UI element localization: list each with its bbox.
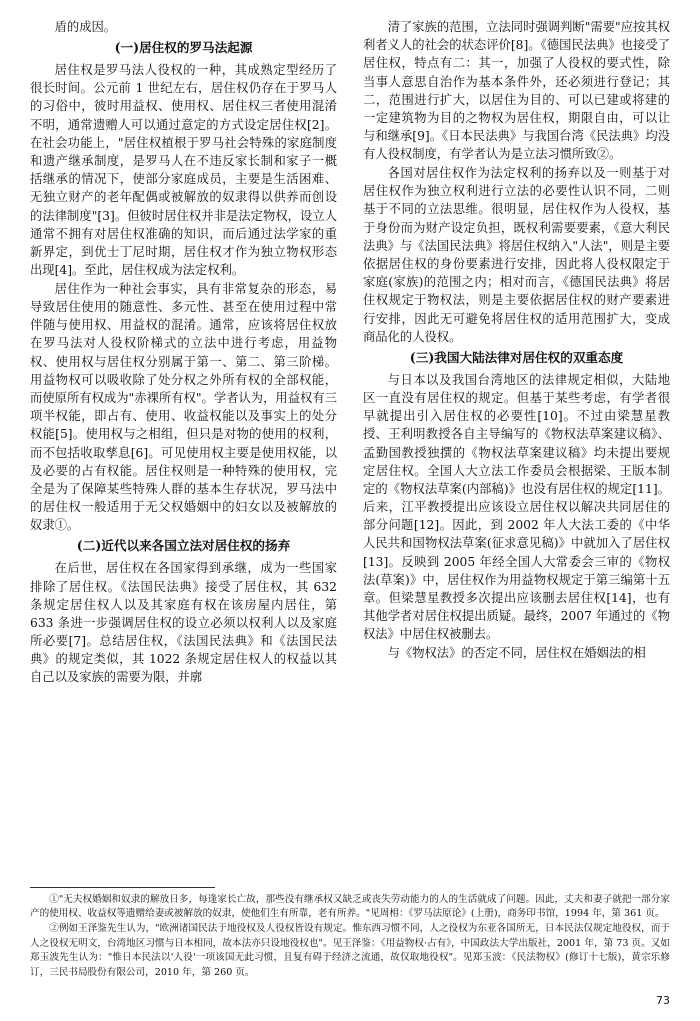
paragraph: 居住权是罗马法人役权的一种，其成熟定型经历了很长时间。公元前 1 世纪左右，居住权仍存在于罗马人的习俗中，彼时用益权、使用权、居住权三者使用混淆不明，通常遗赠人可以通过意定的方式设定居住权[2]。在社会功能上，"居住权植根于罗马社会特殊的家庭制度和遗产继承制度，是罗马人在不违反家长制和家子一概括继承的情况下，使部分家庭成员，主要是生活困难、无独立财产的老年配偶或被解放的奴隶得以供养而创设的法律制度"[3]。但彼时居住权并非是法定物权，设立人通常不拥有对居住权准确的知识，而后通过法学家的重新界定，到优士丁尼时期，居住权才作为独立物权形态出现[4]。至此，居住权成为法定权利。 <box>30 63 337 278</box>
left-column <box>30 18 337 778</box>
paragraph: 各国对居住权作为法定权利的扬弃以及一则基于对居住权作为独立权利进行立法的必要性认识不同，二则基于不同的立法思维。很明显，居住权作为人役权，基于身份而为财产设定负担，既权利需要要素，《意大利民法典》与《法国民法典》将居住权纳入"人法"，则是主要依据居住权的身份要素进行安排，因此将人役权限定于家庭(家族)的范围之内；相对而言，《德国民法典》将居住权规定于物权法，则是主要依据居住权的财产要素进行安排，因此无可避免将居住权的适用范围扩大，变成商品化的人役权。 <box>363 166 670 344</box>
section-heading-1: (一)居住权的罗马法起源 <box>114 40 253 56</box>
footnote-divider <box>30 887 215 888</box>
footnotes-block <box>30 887 670 981</box>
two-column-body <box>30 18 670 778</box>
section-heading-2: (二)近代以来各国立法对居住权的扬弃 <box>76 538 291 554</box>
paragraph: 与《物权法》的否定不同，居住权在婚姻法的相 <box>387 646 646 661</box>
right-column <box>363 18 670 778</box>
section-heading-3: (三)我国大陆法律对居住权的双重态度 <box>409 349 624 365</box>
lead-fragment: 盾的成因。 <box>54 20 117 34</box>
paragraph: 与日本以及我国台湾地区的法律规定相似，大陆地区一直没有居住权的规定。但基于某些考虑，有学者很早就提出引入居住权的必要性[10]。不过由梁慧星教授、王利明教授各自主导编写的《物权法草案建议稿》、孟勤国教授独撰的《物权法草案建议稿》均未提出要规定居住权。全国人大立法工作委员会根据梁、王版本制定的《物权法草案(内部稿)》也没有居住权的规定[11]。后来，江平教授提出应该设立居住权以解决共同居住的部分问题[12]。因此，到 2002 年人大法工委的《中华人民共和国物权法草案(征求意见稿)》中就加入了居住权[13]。反映到 2005 年经全国人大常委会三审的《物权法(草案)》中，居住权作为用益物权规定于第三编第十五章。但梁慧星教授多次提出应该删去居住权[14]，也有其他学者对居住权提出质疑。最终，2007 年通过的《物权法》中居住权被删去。 <box>363 372 670 642</box>
page-number: 73 <box>656 994 670 1007</box>
footnote-item: ①"无夫权婚姻和奴隶的解放日多，每逢家长亡故，那些没有继承权又缺乏或丧失劳动能力的人的生活就成了问题。因此，丈夫和妻子就把一部分家产的使用权、收益权等遗赠给妻或被解放的奴隶，使他们生有所靠，老有所养。"见周枏：《罗马法原论》(上册)，商务印书馆，1994 年，第 361 页。 <box>30 893 670 920</box>
paragraph: 清了家族的范围，立法同时强调判断"需要"应按其权利者义人的社会的状态评价[8]。《德国民法典》也接受了居住权，特点有二：其一，加强了人役权的要式性，除当事人意思自治作为基本条件外，还必须进行登记；其二，范围进行扩大，以居住为目的、可以已建或将建的一定建筑物为目的之物权为居住权，期限自由，可以让与和继承[9]。《日本民法典》与我国台湾《民法典》均没有人役权制度，有学者认为是立法习惯所致②。 <box>363 20 670 162</box>
paragraph: 在后世，居住权在各国家得到承继，成为一些国家排除了居住权。《法国民法典》接受了居住权，其 632 条规定居住权人以及其家庭有权在该房屋内居住，第 633 条进一步强调居住权的设立必须以权利人以及家庭所必要[7]。总结居住权，《法国民法典》和《法国民法典》的规定类似，其 1022 条规定居住权人的权益以其自己以及家族的需要为限，并廓 <box>30 561 337 685</box>
paragraph: 居住作为一种社会事实，具有非常复杂的形态，易导致居住使用的随意性、多元性、甚至在使用过程中常伴随与使用权、用益权的混淆。通常，应该将居住权放在罗马法对人役权阶梯式的立法中进行考虑，用益物权、使用权与居住权分别属于第一、第二、第三阶梯。用益物权可以吸收除了处分权之外所有权的全部权能，而使原所有权成为"赤裸所有权"。学者认为，用益权有三项半权能，即占有、使用、收益权能以及事实上的处分权能[5]。使用权与之相组，但只是对物的使用的权利，而不包括收取孳息[6]。可见使用权主要是使用权能，以及必要的占有权能。居住权则是一种特殊的使用权，完全是为了保障某些特殊人群的基本生存状况，罗马法中的居住权一般适用于无父权婚姻中的妇女以及被解放的奴隶①。 <box>30 281 337 533</box>
footnote-item: ②例如王泽鉴先生认为，"欧洲诸国民法于地役权及人役权皆设有规定。惟东西习惯不同，人之役权为东亚各国所无，日本民法仅规定地役权，而于人之役权无明文，台湾地区习惯与日本相同，故本法亦只设地役权也"。见王泽鉴：《用益物权·占有》，中国政法大学出版社，2001 年，第 73 页。又如郑玉波先生认为："惟日本民法以'人役'一项该国无此习惯，且复有碍于经济之流通，故仅取地役权"。见郑玉波：《民法物权》(修订十七版)，黄宗乐修订，三民书局股份有限公司，2010 年，第 260 页。 <box>30 923 670 978</box>
